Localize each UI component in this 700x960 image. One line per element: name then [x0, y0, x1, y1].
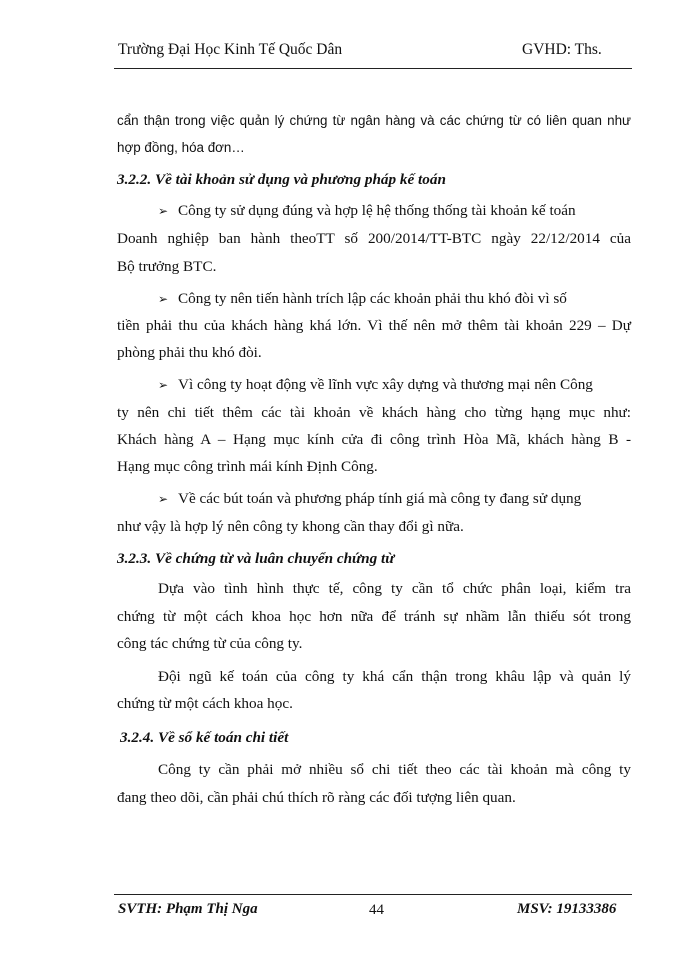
- intro-line-1: cẩn thận trong việc quản lý chứng từ ngân hàng và các chứng từ có liên quan như: [117, 113, 631, 128]
- header-divider: [114, 68, 632, 69]
- paragraph-3-2-3-a-line-2: chứng từ một cách khoa học hơn nữa để tránh sự nhầm lẫn thiếu sót trong: [117, 608, 631, 625]
- header-advisor: GVHD: Ths.: [522, 41, 602, 58]
- arrow-bullet-icon: ➢: [158, 492, 169, 506]
- bullet-3-line-1: [158, 376, 593, 394]
- section-heading-3-2-4: 3.2.4. Về sổ kế toán chi tiết: [120, 729, 289, 746]
- bullet-3-text: Vì công ty hoạt động về lĩnh vực xây dựng và thương mại nên Công: [178, 376, 593, 393]
- arrow-bullet-icon: ➢: [158, 378, 169, 392]
- bullet-1-line-1: [158, 202, 576, 220]
- paragraph-3-2-4-line-1: Công ty cần phải mở nhiều sổ chi tiết theo các tài khoản mà công ty: [158, 761, 631, 778]
- footer-divider: [114, 894, 632, 895]
- paragraph-3-2-3-b-line-2: chứng từ một cách khoa học.: [117, 695, 293, 712]
- bullet-3-line-2: ty nên chi tiết thêm các tài khoản về khách hàng cho từng hạng mục như:: [117, 404, 631, 421]
- bullet-2-line-3: phòng phải thu khó đòi.: [117, 344, 262, 361]
- paragraph-3-2-3-b-line-1: Đội ngũ kế toán của công ty khá cẩn thận trong khâu lập và quản lý: [158, 668, 631, 685]
- bullet-1-text: Công ty sử dụng đúng và hợp lệ hệ thống thống tài khoản kế toán: [178, 202, 576, 219]
- section-heading-3-2-3: 3.2.3. Về chứng từ và luân chuyển chứng từ: [117, 550, 395, 567]
- paragraph-3-2-4-line-2: đang theo dõi, cần phải chú thích rõ ràng các đối tượng liên quan.: [117, 789, 516, 806]
- page-number: 44: [369, 902, 384, 918]
- bullet-2-line-1: [158, 290, 567, 308]
- footer-student-name: SVTH: Phạm Thị Nga: [118, 901, 258, 917]
- arrow-bullet-icon: ➢: [158, 204, 169, 218]
- bullet-1-line-3: Bộ trưởng BTC.: [117, 258, 217, 275]
- bullet-2-line-2: tiền phải thu của khách hàng khá lớn. Vì thế nên mở thêm tài khoản 229 – Dự: [117, 317, 631, 334]
- bullet-4-line-2: như vậy là hợp lý nên công ty khong cần thay đổi gì nữa.: [117, 518, 464, 535]
- bullet-4-line-1: [158, 490, 581, 508]
- arrow-bullet-icon: ➢: [158, 292, 169, 306]
- bullet-3-line-4: Hạng mục công trình mái kính Định Công.: [117, 458, 378, 475]
- bullet-1-line-2: Doanh nghiệp ban hành theoTT số 200/2014/TT-BTC ngày 22/12/2014 của: [117, 230, 631, 247]
- bullet-2-text: Công ty nên tiến hành trích lập các khoản phải thu khó đòi vì số: [178, 290, 567, 307]
- paragraph-3-2-3-a-line-1: Dựa vào tình hình thực tế, công ty cần tổ chức phân loại, kiểm tra: [158, 580, 631, 597]
- footer-student-id: MSV: 19133386: [517, 901, 617, 917]
- section-heading-3-2-2: 3.2.2. Về tài khoản sử dụng và phương pháp kế toán: [117, 171, 446, 188]
- paragraph-3-2-3-a-line-3: công tác chứng từ của công ty.: [117, 635, 303, 652]
- intro-line-2: hợp đồng, hóa đơn…: [117, 140, 245, 155]
- bullet-4-text: Về các bút toán và phương pháp tính giá mà công ty đang sử dụng: [178, 490, 582, 507]
- header-school-name: Trường Đại Học Kinh Tế Quốc Dân: [118, 41, 343, 58]
- bullet-3-line-3: Khách hàng A – Hạng mục kính cửa đi công trình Hòa Mã, khách hàng B -: [117, 431, 631, 448]
